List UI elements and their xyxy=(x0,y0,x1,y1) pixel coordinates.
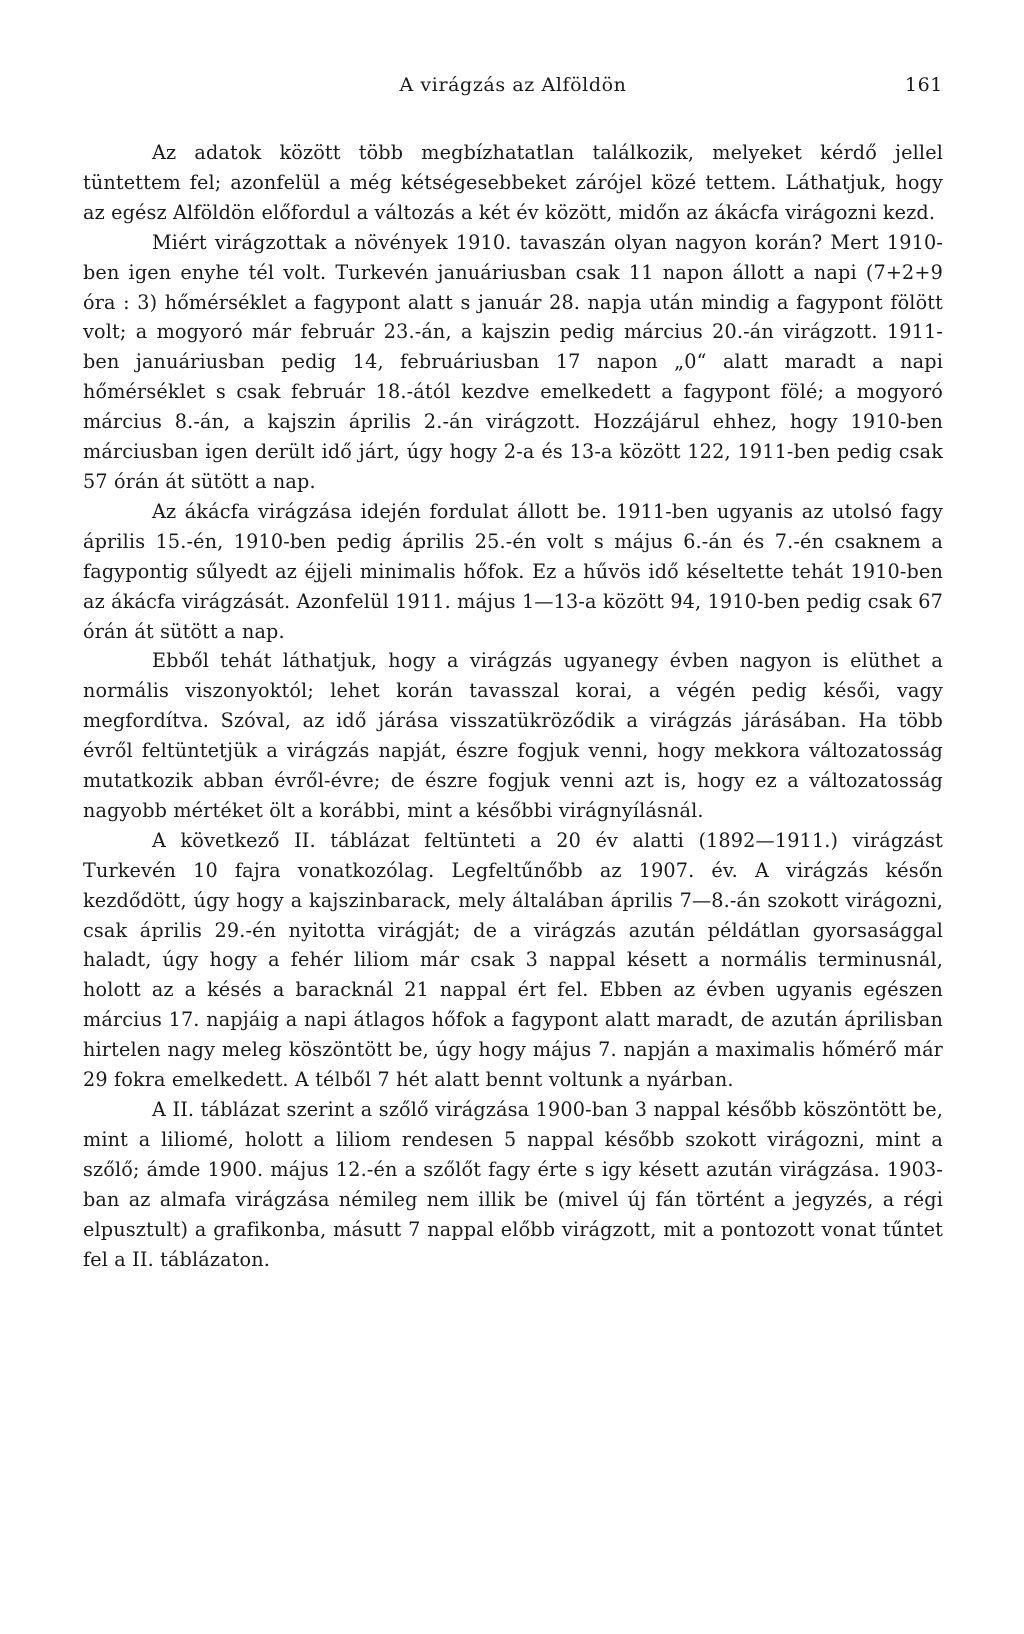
body-text xyxy=(83,138,943,1274)
running-title: A virágzás az Alföldön xyxy=(399,74,627,96)
paragraph: A II. táblázat szerint a szőlő virágzása 1900-ban 3 nappal később köszöntött be, mint a liliomé, holott a liliom rendesen 5 nappal később szokott virágozni, mint a szőlő; ámde 1900. május 12.-én a szőlőt fagy érte s igy késett azután virágzása. 1903-ban az almafa virágzása némileg nem illik be (mivel új fán történt a jegyzés, a régi elpusztult) a grafikonba, másutt 7 nappal előbb virágzott, mit a pontozott vonat tűntet fel a II. táblázaton. xyxy=(83,1098,943,1271)
paragraph: Ebből tehát láthatjuk, hogy a virágzás ugyanegy évben nagyon is elüthet a normális viszonyoktól; lehet korán tavasszal korai, a végén pedig késői, vagy megfordítva. Szóval, az idő járása visszatükröződik a virágzás járásában. Ha több évről feltüntetjük a virágzás napját, észre fogjuk venni, hogy mekkora változatosság mutatkozik abban évről-évre; de észre fogjuk venni azt is, hogy ez a változatosság nagyobb mértéket ölt a korábbi, mint a későbbi virágnyílásnál. xyxy=(83,649,943,822)
running-header xyxy=(83,74,943,104)
page-number: 161 xyxy=(904,74,943,96)
paragraph: Az ákácfa virágzása idején fordulat állott be. 1911-ben ugyanis az utolsó fagy április 15.-én, 1910-ben pedig április 25.-én volt s május 6.-án és 7.-én csaknem a fagypontig sűlyedt az éjjeli minimalis hőfok. Ez a hűvös idő késeltette tehát 1910-ben az ákácfa virágzását. Azonfelül 1911. május 1—13-a között 94, 1910-ben pedig csak 67 órán át sütött a nap. xyxy=(83,499,943,643)
paragraph: A következő II. táblázat feltünteti a 20 év alatti (1892—1911.) virágzást Turkevén 10 fajra vonatkozólag. Legfeltűnőbb az 1907. év. A virágzás későn kezdődött, úgy hogy a kajszinbarack, mely általában április 7—8.-án szokott virágozni, csak április 29.-én nyitotta virágját; de a virágzás azután példátlan gyorsasággal haladt, úgy hogy a fehér liliom már csak 3 nappal késett a normális terminusnál, holott az a késés a baracknál 21 nappal ért fel. Ebben az évben ugyanis egészen március 17. napjáig a napi átlagos hőfok a fagypont alatt maradt, de azután áprilisban hirtelen nagy meleg köszöntött be, úgy hogy május 7. napján a maximalis hőmérő már 29 fokra emelkedett. A télből 7 hét alatt bennt voltunk a nyárban. xyxy=(83,828,943,1092)
book-page xyxy=(83,74,943,1274)
paragraph: Miért virágzottak a növények 1910. tavaszán olyan nagyon korán? Mert 1910-ben igen enyhe tél volt. Turkevén januáriusban csak 11 napon állott a napi (7+2+9 óra : 3) hőmérséklet a fagypont alatt s január 28. napja után mindig a fagypont fölött volt; a mogyoró már február 23.-án, a kajszin pedig március 20.-án virágzott. 1911-ben januáriusban pedig 14, februáriusban 17 napon „0“ alatt maradt a napi hőmérséklet s csak február 18.-ától kezdve emelkedett a fagypont fölé; a mogyoró március 8.-án, a kajszin április 2.-án virágzott. Hozzájárul ehhez, hogy 1910-ben márciusban igen derült idő járt, úgy hogy 2-a és 13-a között 122, 1911-ben pedig csak 57 órán át sütött a nap. xyxy=(83,230,943,493)
paragraph: Az adatok között több megbízhatatlan találkozik, melyeket kérdő jellel tüntettem fel; azonfelül a még kétségesebbeket zárójel közé tettem. Láthatjuk, hogy az egész Alföldön előfordul a változás a két év között, midőn az ákácfa virágozni kezd. xyxy=(83,141,943,224)
